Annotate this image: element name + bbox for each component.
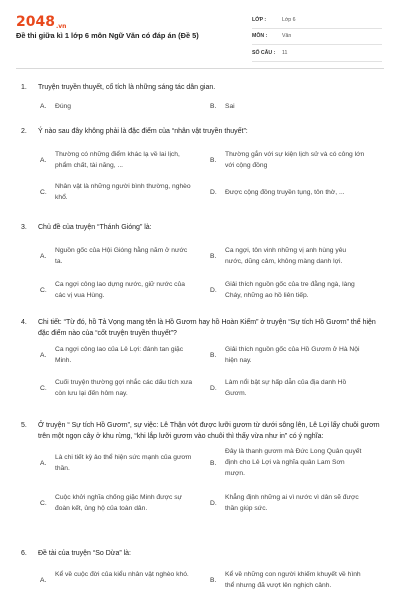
- option-text: Đúng: [55, 102, 71, 110]
- meta-key: LỚP :: [252, 16, 267, 23]
- option-letter: C.: [40, 286, 47, 294]
- logo-text: 2048: [16, 14, 55, 30]
- option-text: Thường gắn với sự kiện lịch sử và có công lớn với cộng đồng: [225, 150, 365, 169]
- exam-meta-table: [252, 12, 382, 62]
- question-number: 2.: [21, 128, 27, 135]
- question-number: 5.: [21, 422, 27, 429]
- option-letter: B.: [210, 156, 217, 164]
- option-text: Giải thích nguồn gốc của tre đằng ngà, làng Cháy, những ao hồ liên tiếp.: [225, 280, 355, 299]
- option-text: Ca ngợi, tôn vinh những vị anh hùng yêu nước, dũng cảm, không màng danh lợi.: [225, 246, 347, 265]
- exam-title: Đề thi giữa kì 1 lớp 6 môn Ngữ Văn có đáp án (Đề 5): [16, 31, 199, 40]
- option-text: Giải thích nguồn gốc của Hồ Gươm ở Hà Nội hiện nay.: [225, 346, 360, 364]
- option-text: Kể về những con người khiếm khuyết về hình thể nhưng đã vượt lên nghịch cảnh.: [225, 570, 361, 589]
- question-text: [0, 421, 400, 442]
- option-text: Khẳng định những ai vì nước vì dân sẽ được thần giúp sức.: [225, 494, 359, 512]
- option-text: Ca ngợi công lao của Lê Lợi: đánh tan giặc Minh.: [55, 346, 184, 364]
- meta-row-question-count: [252, 45, 382, 62]
- option-letter: D.: [210, 188, 217, 196]
- option-text: Là chi tiết kỳ ảo thể hiện sức mạnh của gươm thần.: [55, 454, 192, 472]
- option-letter: B.: [210, 252, 217, 260]
- meta-key: SỐ CÂU :: [252, 49, 276, 56]
- question-item: [0, 83, 400, 110]
- option-text: Được cộng đồng truyền tụng, tôn thờ, ...: [225, 188, 345, 196]
- meta-key: MÔN :: [252, 33, 268, 40]
- option-text: Sai: [225, 102, 235, 110]
- question-number: 4.: [21, 319, 27, 326]
- question-number: 6.: [21, 550, 27, 557]
- header-divider: [16, 68, 384, 69]
- option-letter: D.: [210, 385, 217, 392]
- option-letter: B.: [210, 460, 217, 467]
- meta-value: 11: [282, 49, 288, 56]
- option-text: Nguồn gốc của Hội Gióng hằng năm ở nước ta.: [55, 246, 188, 265]
- question-stem: Đề tài của truyện “So Dừa” là:: [38, 550, 132, 557]
- meta-value: Lớp 6: [282, 16, 296, 23]
- question-item: [0, 223, 400, 299]
- question-stem: Truyện truyền thuyết, cổ tích là những sáng tác dân gian.: [38, 84, 216, 91]
- meta-row-grade: [252, 12, 382, 29]
- question-item: [0, 127, 400, 201]
- question-stem: Ý nào sau đây không phải là đặc điểm của “nhân vật truyền thuyết”:: [38, 128, 248, 135]
- option-letter: A.: [40, 102, 47, 110]
- question-item: [0, 549, 400, 589]
- question-number: 3.: [21, 224, 27, 231]
- option-text: Ca ngợi công lao dựng nước, giữ nước của các vị vua Hùng.: [55, 280, 185, 299]
- option-letter: A.: [40, 576, 47, 584]
- question-text: [0, 318, 400, 339]
- option-text: Đây là thanh gươm mà Đức Long Quân quyết định cho Lê Lợi và nghĩa quân Lam Sơn mượn.: [225, 448, 362, 477]
- option-letter: B.: [210, 576, 217, 584]
- option-letter: B.: [210, 352, 217, 359]
- option-letter: A.: [40, 352, 47, 359]
- option-letter: D.: [210, 500, 217, 507]
- meta-value: Văn: [282, 33, 292, 40]
- option-text: Làm nổi bật sự hấp dẫn của địa danh Hồ Gươm.: [225, 379, 347, 397]
- question-text: [0, 223, 400, 234]
- question-item: [0, 318, 400, 397]
- question-number: 1.: [21, 84, 27, 91]
- option-letter: A.: [40, 156, 47, 164]
- meta-row-subject: [252, 29, 382, 46]
- page-header: [0, 0, 400, 66]
- option-letter: A.: [40, 460, 47, 467]
- question-stem: Ở truyện “ Sự tích Hồ Gươm”, sự việc: Lê Thận vớt được lưỡi gươm từ dưới sông lên, Lê Lợi lấy chuôi gươm trên một ngọn cây ở khu rừng, “khi lắp lưỡi gươm vào chuôi thì thấy vừa như in” có ý nghĩa:: [38, 422, 380, 440]
- question-item: [0, 421, 400, 512]
- question-stem: Chủ đề của truyện “Thánh Gióng” là:: [38, 224, 152, 231]
- option-letter: B.: [210, 102, 217, 110]
- option-letter: C.: [40, 500, 47, 507]
- option-text: Kể về cuộc đời của kiểu nhân vật nghèo khó.: [55, 570, 189, 578]
- option-text: Cuối truyện thường gợi nhắc các dấu tích xưa còn lưu lại đến hôm nay.: [55, 379, 193, 397]
- site-logo[interactable]: [16, 14, 66, 30]
- question-text: [0, 127, 400, 138]
- option-letter: C.: [40, 188, 47, 196]
- logo-tld: .vn: [55, 23, 67, 30]
- option-letter: A.: [40, 252, 47, 260]
- option-letter: D.: [210, 286, 217, 294]
- question-stem: Chi tiết: “Từ đó, hồ Tả Vọng mang tên là Hồ Gươm hay hồ Hoàn Kiếm” ở truyện “Sự tích Hồ Gươm” thể hiện đặc điểm nào của “cốt truyện truyền thuyết”?: [38, 319, 376, 337]
- question-text: [0, 549, 400, 560]
- option-letter: C.: [40, 385, 47, 392]
- option-text: Nhân vật là những người bình thường, nghèo khổ.: [55, 182, 191, 201]
- option-text: Cuộc khởi nghĩa chống giặc Minh được sự đoàn kết, ủng hộ của toàn dân.: [55, 494, 183, 512]
- question-text: [0, 83, 400, 94]
- option-text: Thường có những điểm khác lạ về lai lịch, phẩm chất, tài năng, ...: [55, 150, 180, 169]
